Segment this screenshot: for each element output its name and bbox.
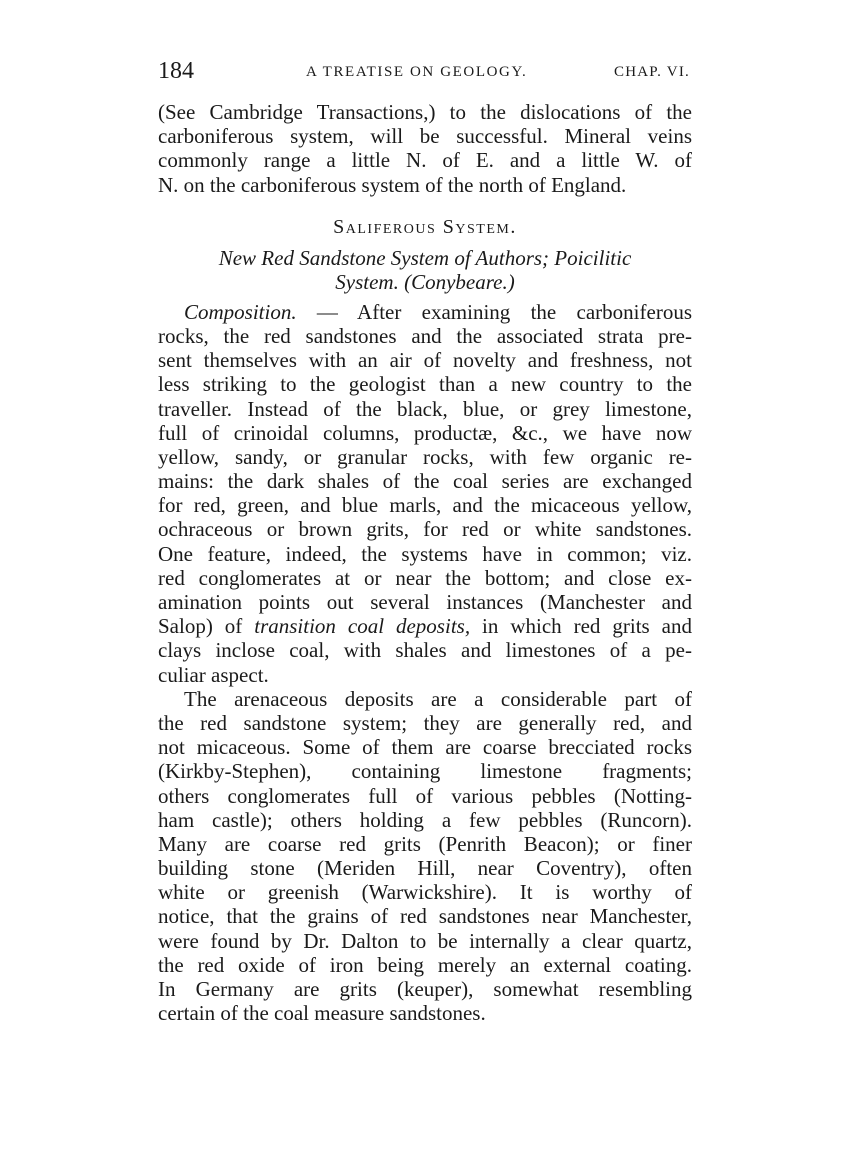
text-line: The arenaceous deposits are a considerable part of bbox=[184, 686, 692, 711]
text-line: sent themselves with an air of novelty and freshness, not bbox=[158, 348, 692, 373]
text-line: the red sandstone system; they are generally red, and bbox=[158, 710, 692, 735]
text-line: ochraceous or brown grits, for red or white sandstones. bbox=[158, 517, 692, 542]
text-line: certain of the coal measure sandstones. bbox=[158, 1001, 486, 1026]
text-line: notice, that the grains of red sandstones near Manchester, bbox=[158, 904, 692, 929]
intro-paragraph bbox=[158, 100, 692, 197]
text-span: — After examining the carboniferous bbox=[296, 299, 692, 324]
text-line: not micaceous. Some of them are coarse brecciated rocks bbox=[158, 735, 692, 760]
text-line: red conglomerates at or near the bottom; and close ex- bbox=[158, 565, 692, 590]
text-line: building stone (Meriden Hill, near Coventry), often bbox=[158, 856, 692, 881]
text-line: (Kirkby-Stephen), containing limestone fragments; bbox=[158, 759, 692, 784]
text-line: In Germany are grits (keuper), somewhat resembling bbox=[158, 977, 692, 1001]
text-line: full of crinoidal columns, productæ, &c., we have now bbox=[158, 420, 692, 445]
text-line: carboniferous system, will be successful. Mineral veins bbox=[158, 124, 692, 149]
text-line bbox=[158, 300, 692, 324]
section-heading: Saliferous System. bbox=[333, 215, 517, 238]
text-line: amination points out several instances (Manchester and bbox=[158, 590, 692, 614]
emphasis-text: transition coal deposits, bbox=[254, 614, 471, 639]
page-body bbox=[158, 100, 692, 1025]
running-header bbox=[158, 58, 690, 88]
text-line: commonly range a little N. of E. and a little W. of bbox=[158, 148, 692, 173]
section-subheading-cont: System. (Conybeare.) bbox=[335, 269, 515, 294]
composition-paragraph bbox=[158, 300, 692, 687]
page-number: 184 bbox=[158, 58, 194, 84]
chapter-label: CHAP. VI. bbox=[614, 64, 690, 80]
text-line: traveller. Instead of the black, blue, or grey limestone, bbox=[158, 396, 692, 421]
text-line: (See Cambridge Transactions,) to the dislocations of the bbox=[158, 100, 692, 124]
text-line bbox=[158, 614, 692, 638]
text-line: the red oxide of iron being merely an external coating. bbox=[158, 952, 692, 977]
run-in-heading: Composition. bbox=[184, 299, 297, 324]
text-line: culiar aspect. bbox=[158, 662, 269, 687]
text-line: One feature, indeed, the systems have in common; viz. bbox=[158, 541, 692, 566]
text-line: clays inclose coal, with shales and limestones of a pe- bbox=[158, 638, 692, 663]
section-subheading: New Red Sandstone System of Authors; Poicilitic bbox=[218, 245, 632, 270]
running-title: A TREATISE ON GEOLOGY. bbox=[306, 64, 528, 80]
text-line: were found by Dr. Dalton to be internally a clear quartz, bbox=[158, 928, 692, 953]
text-line: rocks, the red sandstones and the associated strata pre- bbox=[158, 323, 692, 348]
arenaceous-paragraph bbox=[158, 687, 692, 1026]
text-line: white or greenish (Warwickshire). It is worthy of bbox=[158, 880, 692, 905]
text-span: Salop) of bbox=[158, 614, 255, 639]
text-line: Many are coarse red grits (Penrith Beacon); or finer bbox=[158, 831, 692, 856]
text-line: mains: the dark shales of the coal series are exchanged bbox=[158, 469, 692, 494]
text-line: others conglomerates full of various pebbles (Notting- bbox=[158, 783, 692, 808]
text-line: N. on the carboniferous system of the north of England. bbox=[158, 172, 627, 197]
text-line: yellow, sandy, or granular rocks, with few organic re- bbox=[158, 444, 692, 469]
text-line: less striking to the geologist than a new country to the bbox=[158, 372, 692, 397]
text-span: in which red grits and bbox=[470, 614, 692, 639]
text-line: for red, green, and blue marls, and the micaceous yellow, bbox=[158, 493, 692, 518]
text-line: ham castle); others holding a few pebbles (Runcorn). bbox=[158, 807, 692, 832]
